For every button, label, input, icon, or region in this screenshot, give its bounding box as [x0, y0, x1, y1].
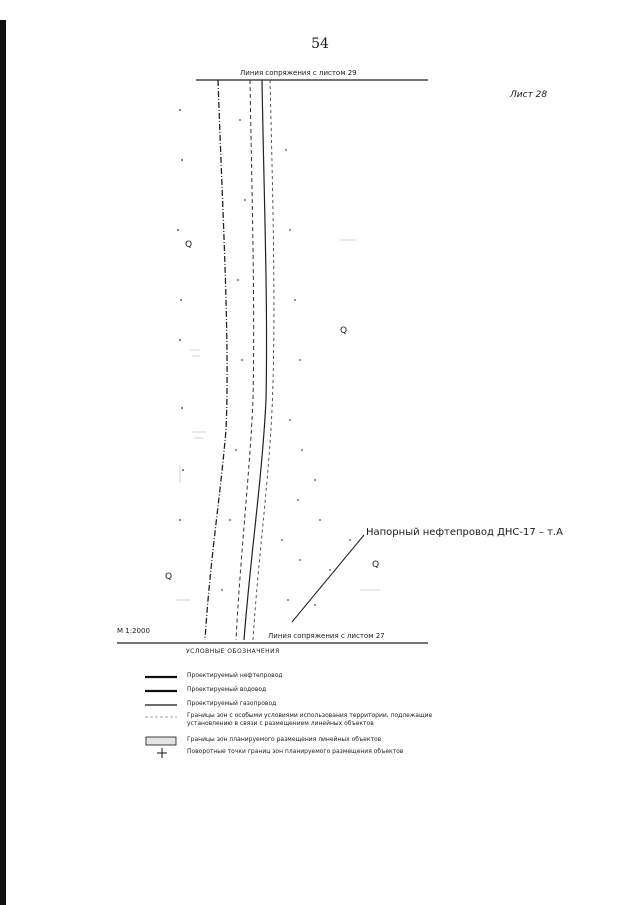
cross-icon: [145, 748, 177, 758]
zone-box-icon: [145, 736, 177, 746]
pipeline-callout-label: Напорный нефтепровод ДНС-17 – т.А: [366, 527, 563, 538]
top-match-label: Линия сопряжения с листом 29: [240, 69, 357, 77]
bottom-match-label: Линия сопряжения с листом 27: [268, 632, 385, 640]
scan-artifacts: [176, 240, 380, 600]
legend-text: Поворотные точки границ зон планируемого размещения объектов: [187, 748, 404, 755]
pipeline-left: [236, 80, 254, 640]
legend-text: Проектируемый водовод: [187, 686, 267, 693]
dash-line-icon: [145, 712, 177, 722]
legend-text: Границы зон планируемого размещения линейных объектов: [187, 736, 382, 743]
thick-line-icon: [145, 686, 177, 696]
sheet-label: Лист 28: [510, 90, 548, 100]
corridor-left-boundary: [205, 80, 227, 640]
scale-label: М 1:2000: [117, 627, 150, 635]
q-label: Q: [165, 572, 173, 582]
legend-text: Проектируемый газопровод: [187, 700, 277, 707]
page-number: 54: [311, 36, 329, 52]
legend-text: Проектируемый нефтепровод: [187, 672, 283, 679]
thin-line-icon: [145, 700, 177, 710]
q-label: Q: [340, 326, 348, 336]
legend-text: Границы зон с особыми условиями использования территории, подлежащие установлению в связи с размещением линейных объектов: [187, 712, 433, 727]
thick-line-icon: [145, 672, 177, 682]
callout-leader: [292, 535, 364, 622]
q-label: Q: [372, 560, 380, 570]
q-label: Q: [185, 240, 193, 250]
pipeline-oil: [244, 80, 267, 640]
legend-title: УСЛОВНЫЕ ОБОЗНАЧЕНИЯ: [186, 648, 280, 655]
